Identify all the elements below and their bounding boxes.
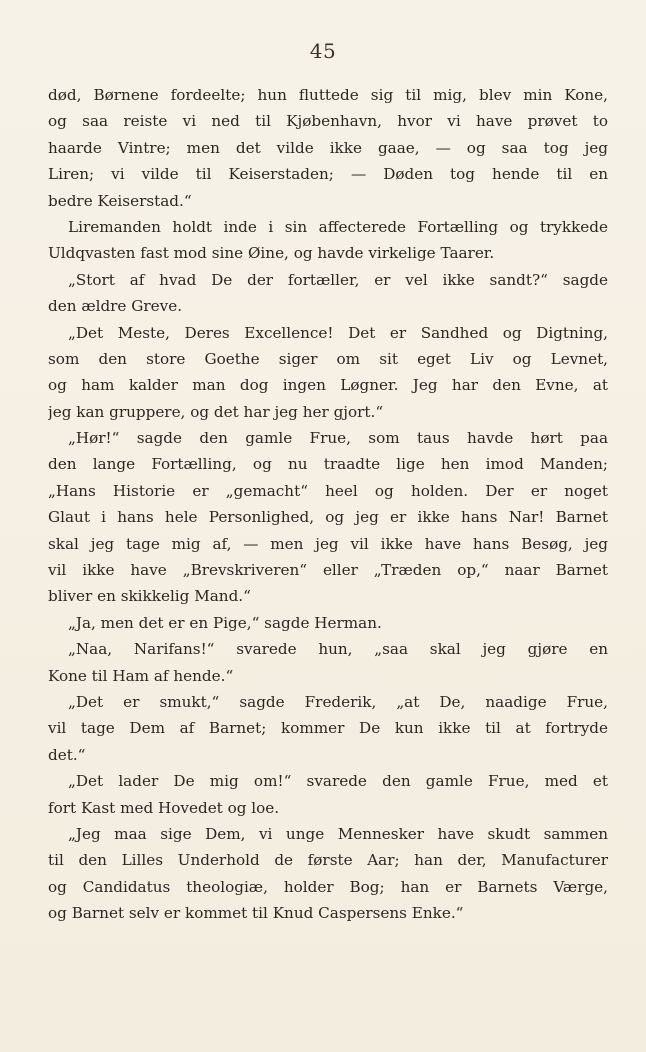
text-line: og Barnet selv er kommet til Knud Caspersens Enke.“ [48, 904, 464, 923]
text-line: jeg kan gruppere, og det har jeg her gjort.“ [48, 402, 384, 421]
text-line: „Stort af hvad De der fortæller, er vel ikke sandt?“ sagde [68, 270, 608, 289]
text-line: „Det lader De mig om!“ svarede den gamle Frue, med et [68, 772, 608, 791]
text-line: den ældre Greve. [48, 297, 183, 316]
text-line: og Candidatus theologiæ, holder Bog; han er Barnets Værge, [48, 877, 608, 896]
text-line: vil ikke have „Brevskriveren“ eller „Træden op,“ naar Barnet [48, 561, 608, 580]
text-line: og saa reiste vi ned til Kjøbenhavn, hvor vi have prøvet to [48, 112, 608, 131]
text-body [48, 82, 608, 927]
page-number: 45 [309, 39, 337, 63]
text-line: til den Lilles Underhold de første Aar; han der, Manufacturer [48, 851, 608, 870]
text-line: haarde Vintre; men det vilde ikke gaae, — og saa tog jeg [48, 138, 608, 157]
text-line: Uldqvasten fast mod sine Øine, og havde virkelige Taarer. [48, 244, 495, 263]
text-line: død, Børnene fordeelte; hun fluttede sig til mig, blev min Kone, [48, 86, 608, 104]
text-line: „Det Meste, Deres Excellence! Det er Sandhed og Digtning, [68, 323, 608, 342]
text-line: Kone til Ham af hende.“ [48, 666, 234, 685]
text-line: „Naa, Narifans!“ svarede hun, „saa skal jeg gjøre en [68, 640, 608, 659]
text-line: „Hør!“ sagde den gamle Frue, som taus havde hørt paa [68, 429, 608, 448]
text-line: „Det er smukt,“ sagde Frederik, „at De, naadige Frue, [68, 692, 608, 711]
text-line: Glaut i hans hele Personlighed, og jeg er ikke hans Nar! Barnet [48, 508, 608, 527]
text-line: „Ja, men det er en Pige,“ sagde Herman. [68, 613, 382, 632]
text-line: fort Kast med Hovedet og loe. [48, 798, 280, 817]
text-line: og ham kalder man dog ingen Løgner. Jeg har den Evne, at [48, 376, 608, 395]
text-line: „Hans Historie er „gemacht“ heel og holden. Der er noget [48, 481, 608, 500]
text-line: „Jeg maa sige Dem, vi unge Mennesker have skudt sammen [68, 824, 608, 843]
text-line: Liremanden holdt inde i sin affecterede Fortælling og trykkede [68, 217, 608, 236]
text-line: vil tage Dem af Barnet; kommer De kun ikke til at fortryde [48, 719, 608, 738]
text-line: bliver en skikkelig Mand.“ [48, 587, 251, 606]
text-line: som den store Goethe siger om sit eget Liv og Levnet, [48, 349, 608, 368]
text-line: Liren; vi vilde til Keiserstaden; — Døden tog hende til en [48, 165, 608, 184]
text-line: den lange Fortælling, og nu traadte lige hen imod Manden; [48, 455, 608, 474]
text-line: det.“ [48, 745, 86, 764]
text-line: skal jeg tage mig af, — men jeg vil ikke have hans Besøg, jeg [48, 534, 608, 553]
text-line: bedre Keiserstad.“ [48, 191, 192, 210]
